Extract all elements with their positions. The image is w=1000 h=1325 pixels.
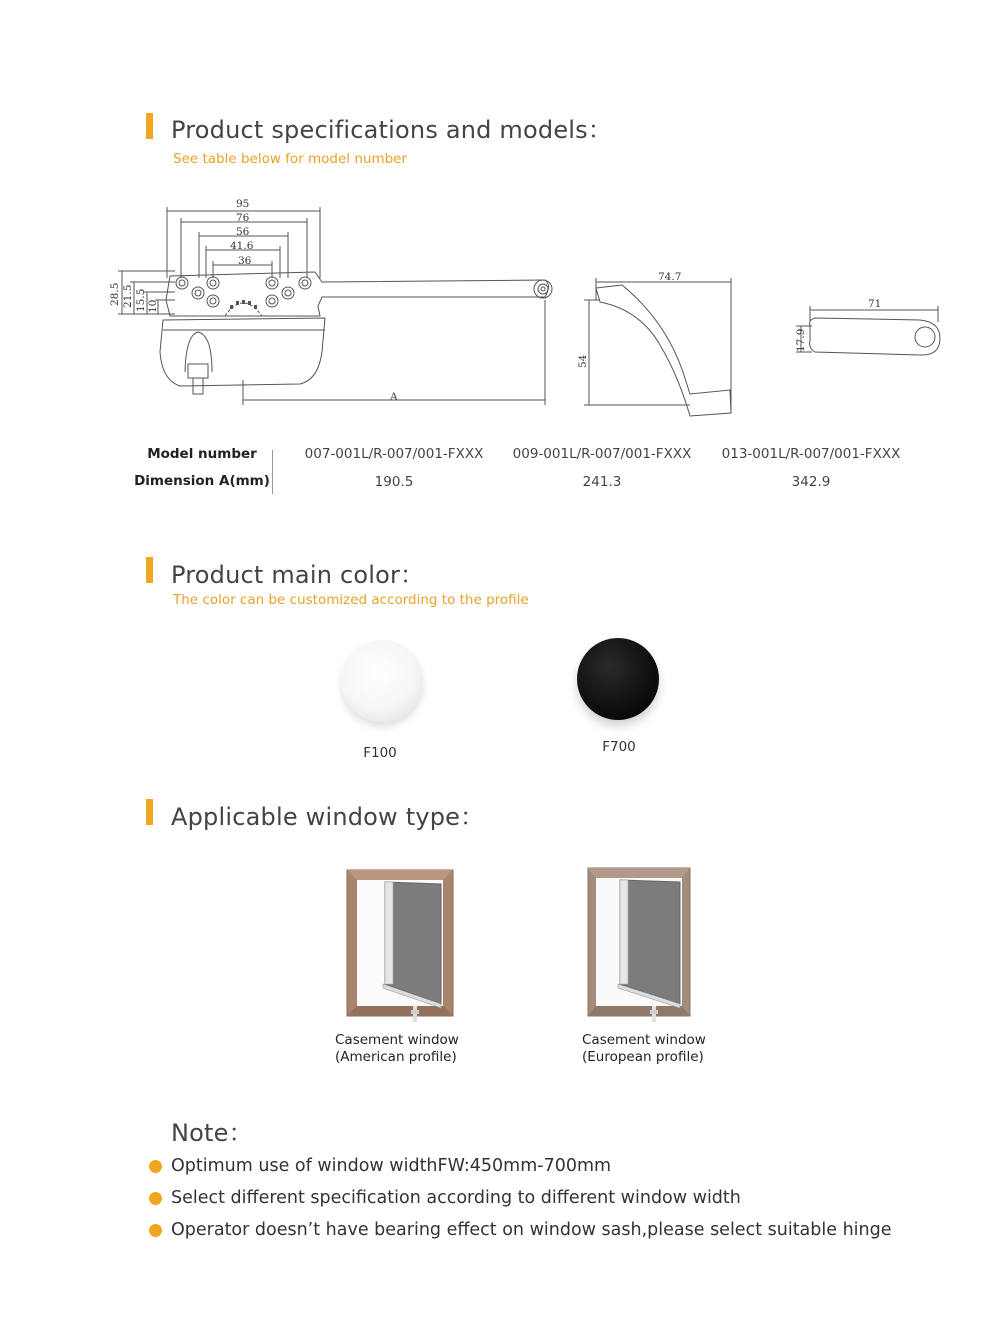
section-marker xyxy=(146,557,153,583)
dim-21-5: 21.5 xyxy=(122,284,134,308)
colors-title: Product main color： xyxy=(171,561,425,589)
window-label-american-line2: (American profile) xyxy=(335,1049,457,1065)
dim-17-9: 17.9 xyxy=(795,328,807,352)
bullet-icon xyxy=(149,1160,162,1173)
dim-54: 54 xyxy=(577,354,589,368)
note-text: Select different specification according to different window width xyxy=(171,1188,741,1208)
note-text: Optimum use of window widthFW:450mm-700mm xyxy=(171,1156,612,1176)
dim-a: A xyxy=(390,391,398,403)
row-label-dimension: Dimension A(mm) xyxy=(134,473,270,489)
model-3: 013-001L/R-007/001-FXXX xyxy=(721,446,901,462)
window-european-profile xyxy=(586,866,692,1028)
swatch-label-f700: F700 xyxy=(602,739,636,755)
colors-subtitle: The color can be customized according to the profile xyxy=(173,592,529,608)
windows-title: Applicable window type： xyxy=(171,803,485,831)
note-item xyxy=(149,1220,892,1240)
note-title: Note： xyxy=(171,1119,253,1147)
note-text: Operator doesn’t have bearing effect on window sash,please select suitable hinge xyxy=(171,1220,892,1240)
bullet-icon xyxy=(149,1224,162,1237)
window-label-american xyxy=(335,1032,459,1066)
window-american-profile xyxy=(345,868,455,1030)
dimension-3: 342.9 xyxy=(791,474,831,490)
section-marker xyxy=(146,799,153,825)
product-drawing xyxy=(100,190,950,430)
bullet-icon xyxy=(149,1192,162,1205)
specs-title: Product specifications and models： xyxy=(171,116,613,144)
window-label-american-line1: Casement window xyxy=(335,1032,459,1048)
dim-76: 76 xyxy=(236,212,250,224)
dim-95: 95 xyxy=(236,198,250,210)
color-swatch-f100 xyxy=(341,640,423,722)
row-label-model: Model number xyxy=(147,446,257,462)
window-label-european-line1: Casement window xyxy=(582,1032,706,1048)
dim-74-7: 74.7 xyxy=(658,271,682,283)
color-swatch-f700 xyxy=(577,638,659,720)
dim-71: 71 xyxy=(868,298,882,310)
dimension-2: 241.3 xyxy=(582,474,622,490)
dim-56: 56 xyxy=(236,226,250,238)
model-1: 007-001L/R-007/001-FXXX xyxy=(304,446,484,462)
table-divider xyxy=(272,450,273,494)
dim-15-5: 15.5 xyxy=(135,288,147,312)
dim-36: 36 xyxy=(238,255,252,267)
window-label-european xyxy=(582,1032,706,1066)
section-marker xyxy=(146,113,153,139)
model-2: 009-001L/R-007/001-FXXX xyxy=(512,446,692,462)
dim-28-5: 28.5 xyxy=(109,282,121,306)
specs-subtitle: See table below for model number xyxy=(173,151,408,167)
dimension-1: 190.5 xyxy=(374,474,414,490)
dim-10: 10 xyxy=(147,299,159,313)
note-item xyxy=(149,1156,611,1176)
dim-41-6: 41.6 xyxy=(230,240,254,252)
note-item xyxy=(149,1188,741,1208)
swatch-label-f100: F100 xyxy=(363,745,397,761)
window-label-european-line2: (European profile) xyxy=(582,1049,704,1065)
